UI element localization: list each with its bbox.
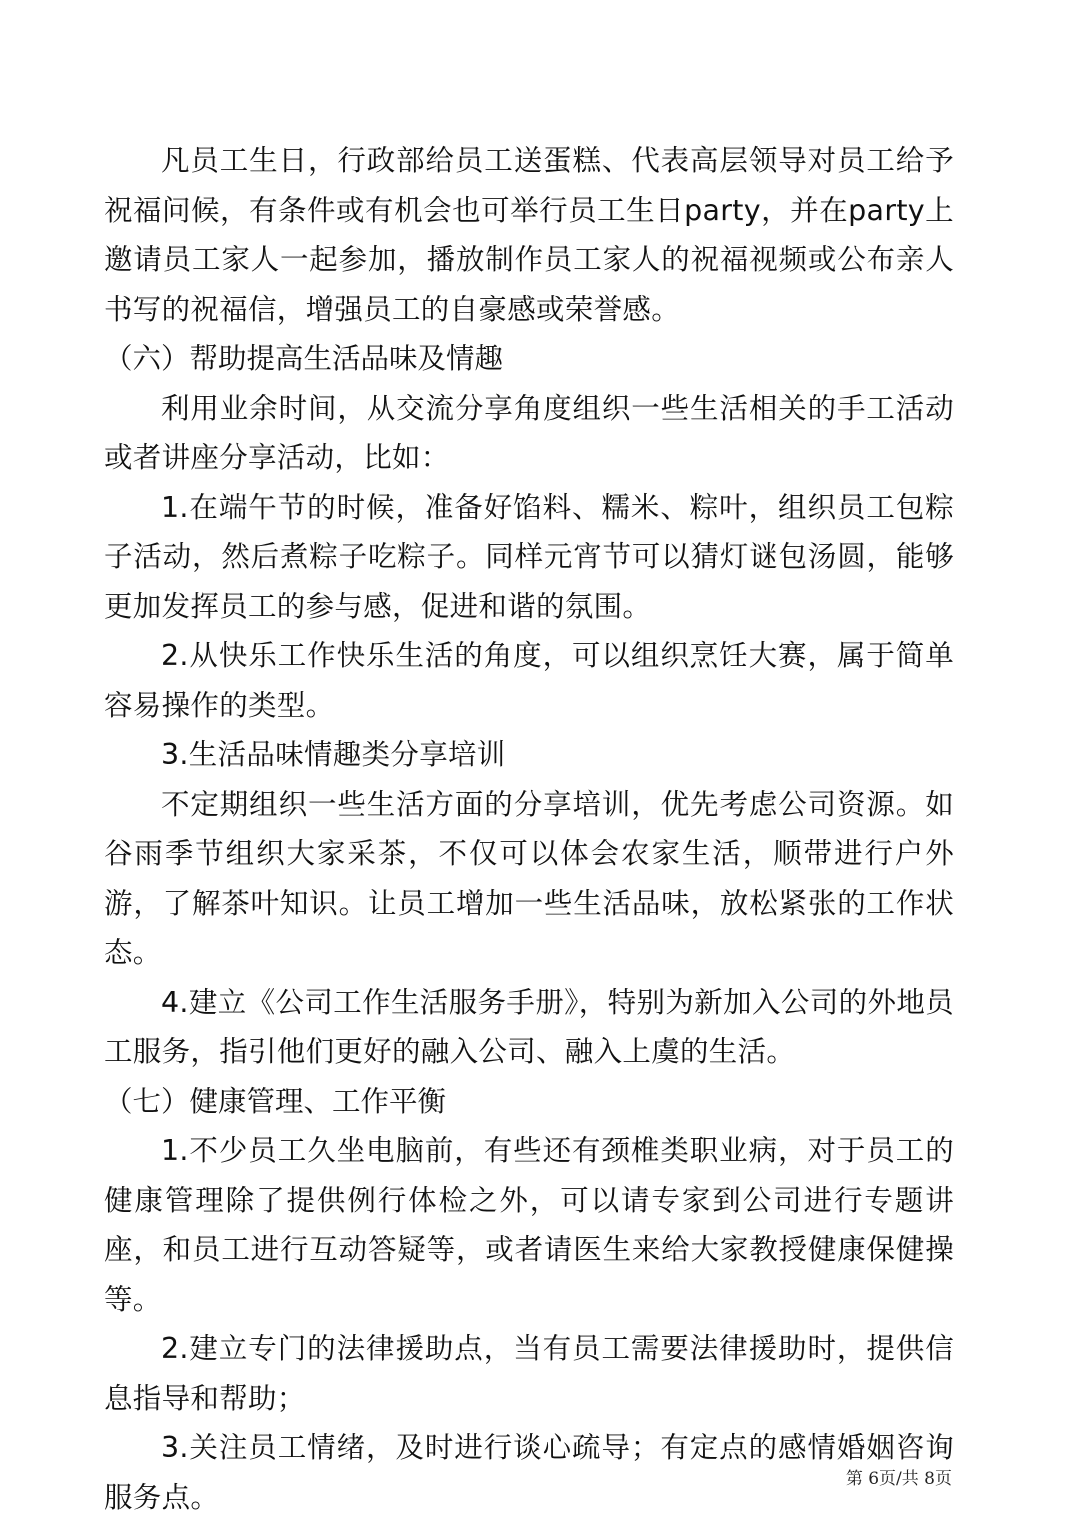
paragraph-health-2: 2.建立专门的法律援助点，当有员工需要法律援助时，提供信息指导和帮助； [104, 1332, 954, 1415]
section-heading-six: （六）帮助提高生活品味及情趣 [104, 342, 504, 375]
document-body [104, 136, 954, 1522]
paragraph-item-3-title: 3.生活品味情趣类分享培训 [161, 738, 506, 771]
paragraph-health-3: 3.关注员工情绪，及时进行谈心疏导；有定点的感情婚姻咨询服务点。 [104, 1431, 954, 1514]
page-number-footer: 第 6页/共 8页 [845, 1469, 952, 1489]
paragraph-item-1-dragon-boat: 1.在端午节的时候，准备好馅料、糯米、粽叶，组织员工包粽子活动，然后煮粽子吃粽子。同样元宵节可以猜灯谜包汤圆，能够更加发挥员工的参与感，促进和谐的氛围。 [104, 490, 954, 623]
section-heading-seven: （七）健康管理、工作平衡 [104, 1084, 447, 1118]
paragraph-item-3-body: 不定期组织一些生活方面的分享培训，优先考虑公司资源。如谷雨季节组织大家采茶，不仅可以体会农家生活，顺带进行户外游，了解茶叶知识。让员工增加一些生活品味，放松紧张的工作状态。 [104, 787, 954, 969]
paragraph-item-2-cooking: 2.从快乐工作快乐生活的角度，可以组织烹饪大赛，属于简单容易操作的类型。 [104, 639, 954, 722]
paragraph-birthday: 凡员工生日，行政部给员工送蛋糕、代表高层领导对员工给予祝福问候，有条件或有机会也可举行员工生日party，并在party上邀请员工家人一起参加，播放制作员工家人的祝福视频或公布亲人书写的祝福信，增强员工的自豪感或荣誉感。 [104, 144, 954, 326]
paragraph-health-1: 1.不少员工久坐电脑前，有些还有颈椎类职业病，对于员工的健康管理除了提供例行体检之外，可以请专家到公司进行专题讲座，和员工进行互动答疑等，或者请医生来给大家教授健康保健操等。 [104, 1134, 954, 1316]
paragraph-item-4-handbook: 4.建立《公司工作生活服务手册》，特别为新加入公司的外地员工服务，指引他们更好的融入公司、融入上虞的生活。 [104, 985, 954, 1068]
paragraph-intro-activities: 利用业余时间，从交流分享角度组织一些生活相关的手工活动或者讲座分享活动，比如： [104, 391, 954, 474]
